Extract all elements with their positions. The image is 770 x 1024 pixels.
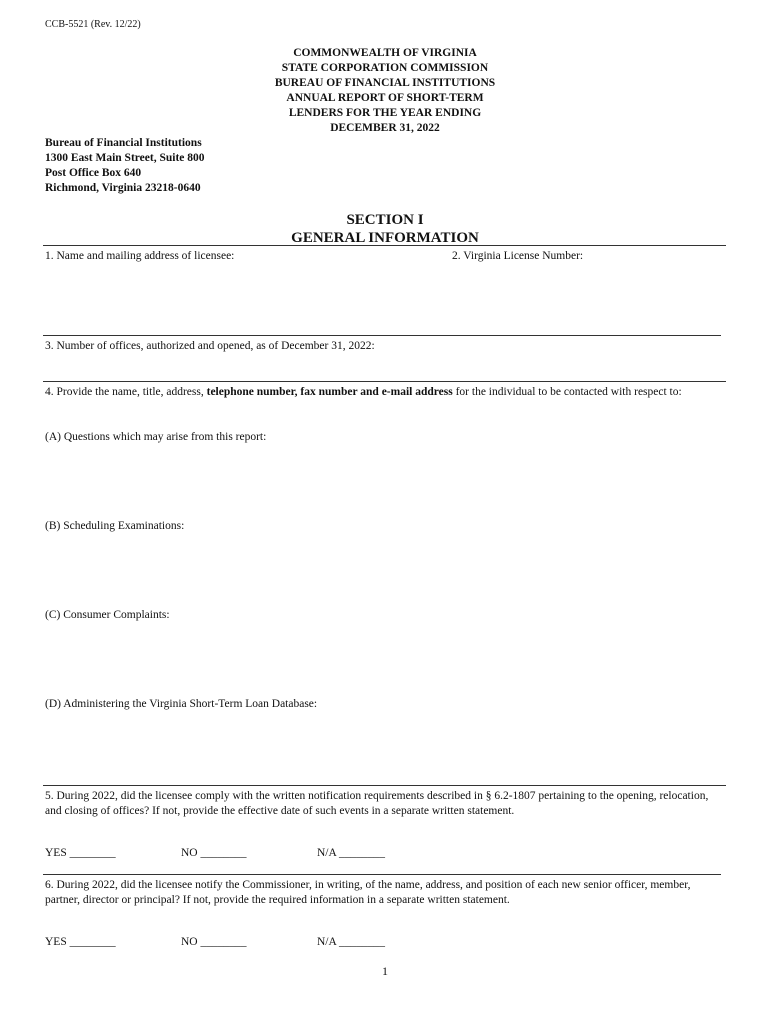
q4-emphasis: telephone number, fax number and e-mail address	[206, 386, 453, 398]
address-line: Post Office Box 640	[45, 167, 142, 179]
q5-yes-field[interactable]: YES ________	[45, 847, 116, 859]
divider	[43, 785, 726, 786]
question-3: 3. Number of offices, authorized and opened, as of December 31, 2022:	[45, 340, 375, 352]
q5-na-field[interactable]: N/A ________	[317, 847, 386, 859]
address-line: 1300 East Main Street, Suite 800	[45, 152, 205, 164]
q4-text: for the individual to be contacted with respect to:	[452, 386, 682, 398]
question-2: 2. Virginia License Number:	[452, 250, 584, 262]
bureau-address	[45, 136, 205, 196]
divider	[43, 874, 721, 875]
document-header	[0, 46, 770, 136]
q6-na-field[interactable]: N/A ________	[317, 936, 386, 948]
question-4d: (D) Administering the Virginia Short-Term Loan Database:	[45, 698, 318, 710]
q5-no-field[interactable]: NO ________	[181, 847, 247, 859]
header-line: BUREAU OF FINANCIAL INSTITUTIONS	[274, 77, 496, 89]
divider	[43, 381, 726, 382]
question-4	[45, 385, 725, 400]
address-line: Richmond, Virginia 23218-0640	[45, 182, 201, 194]
section-subtitle: GENERAL INFORMATION	[291, 230, 479, 246]
question-4b: (B) Scheduling Examinations:	[45, 520, 185, 532]
contact-scheduling-examinations-field[interactable]	[45, 537, 725, 605]
header-line: DECEMBER 31, 2022	[330, 122, 440, 134]
question-4a: (A) Questions which may arise from this report:	[45, 431, 267, 443]
q6-answer-row	[45, 936, 445, 951]
header-line: COMMONWEALTH OF VIRGINIA	[293, 47, 477, 59]
divider	[43, 245, 726, 246]
page-number: 1	[382, 964, 388, 978]
question-5: 5. During 2022, did the licensee comply with the written notification requirements described in § 6.2-1807 pertaining to the opening, relocation, and closing of offices? If not, provide the effective date of such events in a separate written statement.	[45, 790, 709, 817]
section-title: SECTION I	[346, 212, 424, 228]
header-line: ANNUAL REPORT OF SHORT-TERM	[286, 92, 484, 104]
contact-database-administration-field[interactable]	[45, 715, 725, 781]
question-4c: (C) Consumer Complaints:	[45, 609, 170, 621]
contact-consumer-complaints-field[interactable]	[45, 626, 725, 694]
question-6: 6. During 2022, did the licensee notify the Commissioner, in writing, of the name, address, and position of each new senior officer, member, partner, director or principal? If not, provide the required information in a separate written statement.	[45, 879, 691, 906]
section-heading	[0, 211, 770, 247]
q6-yes-field[interactable]: YES ________	[45, 936, 116, 948]
q4-text: 4. Provide the name, title, address,	[45, 386, 207, 398]
header-line: STATE CORPORATION COMMISSION	[281, 62, 489, 74]
contact-report-questions-field[interactable]	[45, 448, 725, 516]
form-code: CCB-5521 (Rev. 12/22)	[45, 19, 141, 30]
number-of-offices-field[interactable]	[420, 339, 720, 377]
q5-answer-row	[45, 847, 445, 862]
divider	[43, 335, 721, 336]
address-line: Bureau of Financial Institutions	[45, 137, 202, 149]
licensee-name-address-field[interactable]	[45, 268, 725, 332]
question-1: 1. Name and mailing address of licensee:	[45, 250, 235, 262]
q6-no-field[interactable]: NO ________	[181, 936, 247, 948]
header-line: LENDERS FOR THE YEAR ENDING	[288, 107, 482, 119]
